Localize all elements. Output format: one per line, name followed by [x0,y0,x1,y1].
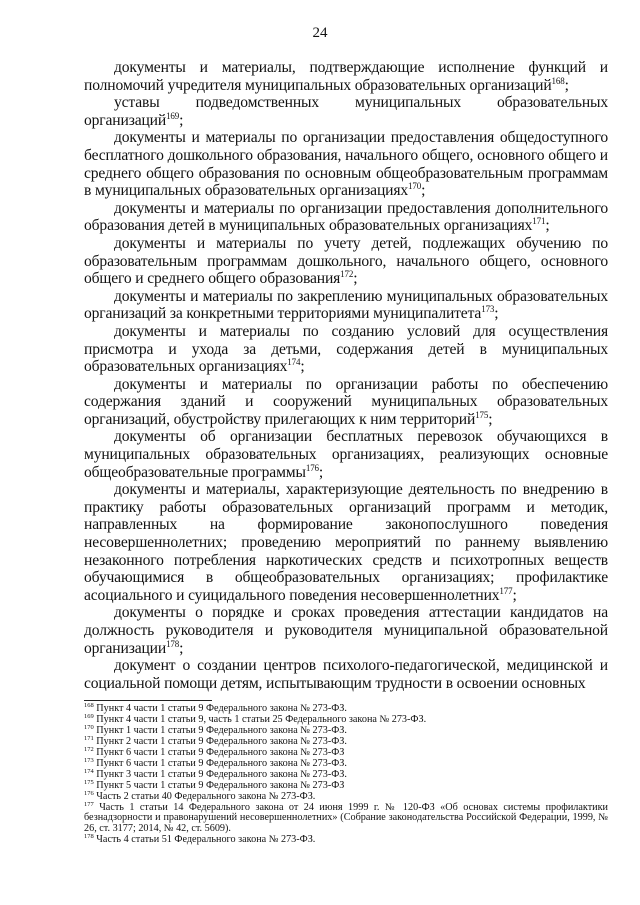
paragraph [84,200,608,235]
paragraph-tail: ; [300,358,305,376]
footnote-ref[interactable]: 177 [499,585,513,596]
footnote-separator [84,700,212,701]
paragraph-text: документы и материалы по созданию условий для осуществления присмотра и ухода за детьми, содержания детей в муниципальных образовательных организациях [84,322,608,376]
paragraph-text: документы и материалы по организации предоставления дополнительного образования детей в муниципальных образовательных организациях [84,199,608,235]
footnote-ref[interactable]: 168 [551,75,565,86]
paragraph-tail: ; [494,305,499,323]
footnote [84,800,608,836]
footnote-ref[interactable]: 175 [475,409,489,420]
paragraph [84,129,608,199]
footnote-text: Часть 2 статьи 40 Федерального закона № 273-ФЗ. [96,790,316,802]
paragraph [84,288,608,323]
footnote-number: 177 [84,800,94,808]
paragraph-text: документы и материалы по организации работы по обеспечению содержания зданий и сооружений муниципальных образовательных организаций, обустройству прилегающих к ним территорий [84,375,608,428]
footnote-number: 170 [84,724,94,732]
footnote-text: Пункт 4 части 1 статьи 9, часть 1 статьи 25 Федерального закона № 273-ФЗ. [96,714,427,726]
paragraph-tail: ; [564,76,569,94]
footnote-number: 175 [84,778,94,786]
footnote-ref[interactable]: 173 [481,304,495,315]
footnote-text: Часть 1 статьи 14 Федерального закона от 24 июня 1999 г. № 120-ФЗ «Об основах системы профилактики безнадзорности и правонарушений несовершеннолетних» (Собрание законодательства Российской Федерации, 1999, № 26, ст. 3177; 2014, № 42, ст. 5609). [84,801,608,835]
footnote-ref[interactable]: 169 [166,110,180,121]
footnote-ref[interactable]: 174 [287,357,301,368]
paragraph-tail: ; [179,111,184,129]
footnote-number: 172 [84,746,94,753]
footnote-number: 178 [84,833,94,841]
footnote-ref[interactable]: 171 [532,216,546,227]
paragraph-text: документы и материалы по закреплению муниципальных образовательных организаций за конкретными территориями муниципалитета [84,287,608,323]
paragraph [84,481,608,604]
paragraph [84,323,608,376]
footnote-text: Часть 4 статьи 51 Федерального закона № 273-ФЗ. [96,834,316,846]
paragraph-text: документы и материалы, характеризующие деятельность по внедрению в практику работы образовательных организаций программ и методик, направленных на формирование законопослушного поведения несовершеннолетних; проведению мероприятий по раннему выявлению незаконного потребления наркотических средств и психотропных веществ обучающимися в общеобразовательных организациях; профилактике асоциального и суицидального поведения несовершеннолетних [84,481,608,604]
body-text [84,59,608,692]
paragraph-tail: ; [488,410,493,428]
footnote-number: 174 [84,767,94,775]
paragraph-tail: ; [179,639,184,657]
footnote-number: 173 [84,756,94,764]
paragraph-tail: ; [353,270,358,288]
paragraph-text: документы и материалы, подтверждающие исполнение функций и полномочий учредителя муниципальных образовательных организаций [84,59,608,94]
footnote-ref[interactable]: 176 [305,462,319,473]
footnote-text: Пункт 2 части 1 статьи 9 Федерального закона № 273-ФЗ. [96,736,347,748]
paragraph [84,604,608,657]
footnote-number: 171 [84,735,94,743]
footnote-number: 169 [84,713,94,721]
paragraph-text: документы о порядке и сроках проведения аттестации кандидатов на должность руководителя и руководителя муниципальной образовательной организации [84,604,608,657]
paragraph-tail: ; [421,182,426,200]
paragraph [84,235,608,288]
paragraph-text: документы об организации бесплатных перевозок обучающихся в муниципальных образовательных организациях, реализующих основные общеобразовательные программы [84,428,608,481]
paragraph [84,657,608,692]
paragraph-text: документ о создании центров психолого-педагогической, медицинской и социальной помощи детям, испытывающим трудности в освоении основных [84,657,608,692]
footnotes [84,704,608,846]
paragraph [84,376,608,429]
footnote-ref[interactable]: 170 [408,181,422,192]
footnote-text: Пункт 4 части 1 статьи 9 Федерального закона № 273-ФЗ. [96,703,347,715]
paragraph-tail: ; [318,463,324,481]
footnote-ref[interactable]: 172 [340,269,354,280]
footnote-text: Пункт 1 части 1 статьи 9 Федерального закона № 273-ФЗ. [96,725,347,737]
footnote-ref[interactable]: 178 [166,638,180,649]
page-number: 24 [312,25,328,41]
paragraph-text: уставы подведомственных муниципальных образовательных организаций [84,94,608,129]
footnote [84,835,608,846]
paragraph-tail: ; [545,217,550,235]
paragraph [84,428,608,481]
footnote-number: 176 [84,789,94,797]
footnote-text: Пункт 5 части 1 статьи 9 Федерального закона № 273-ФЗ [96,779,345,791]
footnote-text: Пункт 3 части 1 статьи 9 Федерального закона № 273-ФЗ. [96,768,347,780]
paragraph-tail: ; [512,586,517,604]
footnote-number: 168 [84,702,94,710]
footnote-text: Пункт 6 части 1 статьи 9 Федерального закона № 273-ФЗ [96,747,345,758]
footnote-text: Пункт 6 части 1 статьи 9 Федерального закона № 273-ФЗ. [96,757,347,769]
paragraph-text: документы и материалы по организации предоставления общедоступного бесплатного дошкольного образования, начального общего, основного общего и среднего общего образования по основным общеобразовательным программам в муниципальных образовательных организациях [84,129,608,200]
paragraph [84,59,608,94]
paragraph [84,94,608,129]
paragraph-text: документы и материалы по учету детей, подлежащих обучению по образовательным программам дошкольного, начального общего, основного общего и среднего общего образования [84,234,608,288]
